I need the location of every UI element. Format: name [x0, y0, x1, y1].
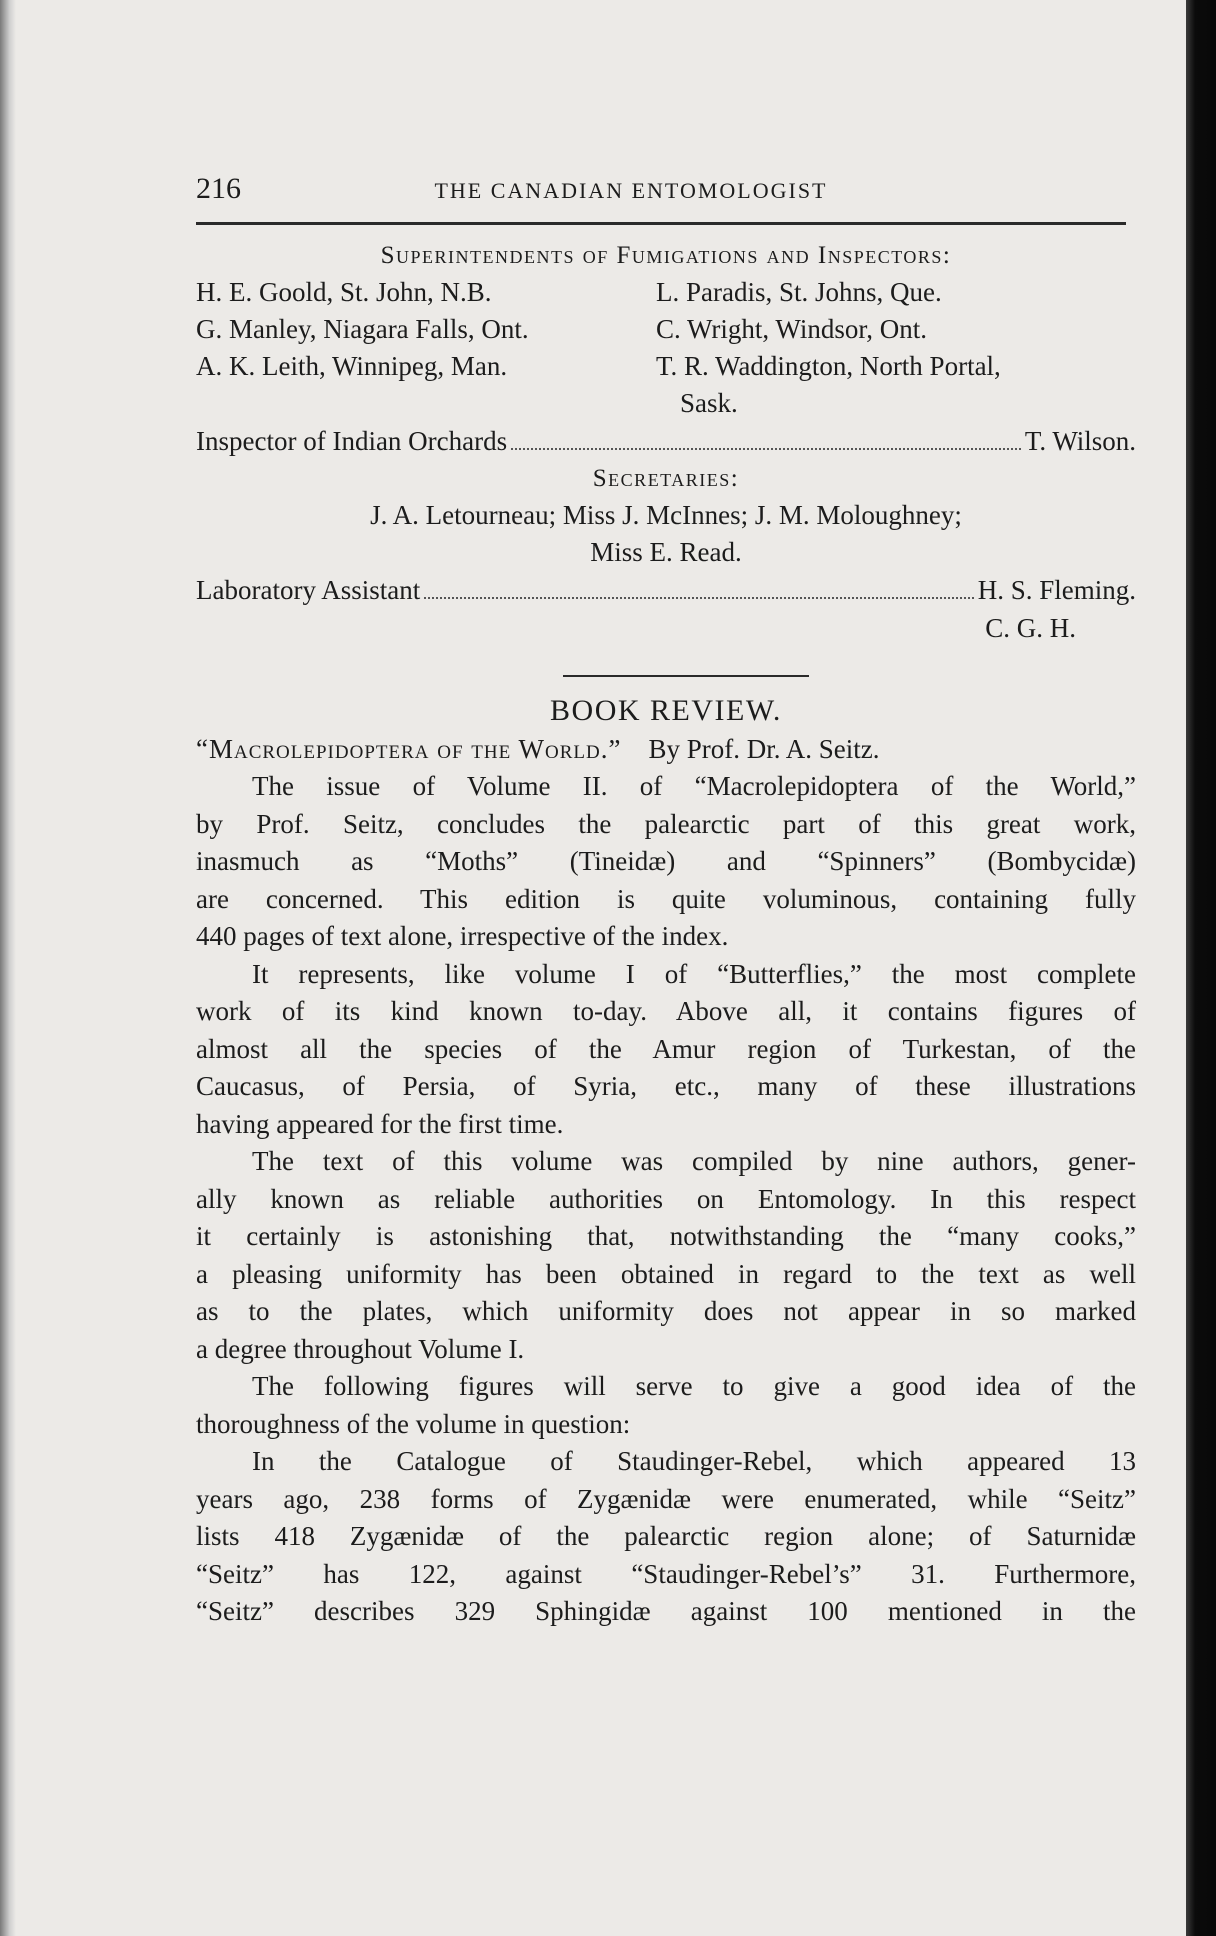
text-line: as to the plates, which uniformity does not appear in so marked — [196, 1296, 1136, 1326]
laboratory-name: H. S. Fleming. — [977, 575, 1136, 605]
review-paragraph — [196, 1368, 1136, 1443]
scan-border — [1186, 0, 1216, 1936]
superintendent-row — [196, 348, 1136, 385]
text-line: “Seitz” has 122, against “Staudinger-Rebel’s” 31. Furthermore, — [196, 1558, 1136, 1589]
text-line: ally known as reliable authorities on Entomology. In this respect — [196, 1183, 1136, 1214]
text-line: thoroughness of the volume in question: — [196, 1408, 631, 1439]
superintendent-right: Sask. — [680, 388, 738, 418]
superintendents-heading: Superintendents of Fumigations and Inspectors: — [380, 242, 952, 269]
superintendent-left: A. K. Leith, Winnipeg, Man. — [196, 351, 508, 381]
laboratory-line — [196, 571, 1136, 609]
book-title: “Macrolepidoptera of the World.” — [196, 734, 622, 764]
text-line: lists 418 Zygænidæ of the palearctic region alone; of Saturnidæ — [196, 1521, 1136, 1551]
section-divider — [563, 675, 809, 677]
dot-leader — [511, 448, 1021, 450]
text-line: The issue of Volume II. of “Macrolepidoptera of the World,” — [252, 771, 1136, 801]
section-title: BOOK REVIEW. — [550, 694, 782, 727]
text-line: a degree throughout Volume I. — [196, 1333, 525, 1364]
review-paragraph — [196, 1443, 1136, 1631]
text-line: a pleasing uniformity has been obtained in regard to the text as well — [196, 1258, 1136, 1289]
author-initials: C. G. H. — [985, 613, 1076, 643]
header-rule — [196, 222, 1126, 225]
text-line: inasmuch as “Moths” (Tineidæ) and “Spinners” (Bombycidæ) — [196, 846, 1136, 876]
review-paragraph — [196, 1143, 1136, 1368]
text-line: are concerned. This edition is quite voluminous, containing fully — [196, 883, 1136, 914]
page-header — [196, 172, 1136, 216]
text-line: In the Catalogue of Staudinger-Rebel, which appeared 13 — [252, 1446, 1136, 1476]
text-line: work of its kind known to-day. Above all, it contains figures of — [196, 996, 1136, 1026]
superintendent-left: G. Manley, Niagara Falls, Ont. — [196, 314, 529, 344]
dot-leader — [424, 597, 974, 599]
superintendent-right: L. Paradis, St. Johns, Que. — [656, 277, 942, 307]
superintendent-right: T. R. Waddington, North Portal, — [656, 351, 1001, 381]
superintendent-right: C. Wright, Windsor, Ont. — [656, 314, 928, 344]
secretaries-line: Miss E. Read. — [590, 537, 742, 567]
text-line: by Prof. Seitz, concludes the palearctic part of this great work, — [196, 808, 1136, 839]
page-gutter-shadow — [0, 0, 16, 1936]
laboratory-label: Laboratory Assistant — [196, 575, 421, 605]
secretaries-heading: Secretaries: — [592, 465, 740, 492]
text-line: “Seitz” describes 329 Sphingidæ against 100 mentioned in the — [196, 1596, 1136, 1626]
running-title: THE CANADIAN ENTOMOLOGIST — [434, 178, 828, 203]
text-line: The text of this volume was compiled by nine authors, gener- — [252, 1146, 1136, 1176]
inspector-label: Inspector of Indian Orchards — [196, 426, 508, 456]
superintendent-left: H. E. Goold, St. John, N.B. — [196, 277, 492, 307]
superintendent-row — [196, 274, 1136, 311]
review-body — [196, 768, 1136, 1631]
text-line: almost all the species of the Amur region of Turkestan, of the — [196, 1033, 1136, 1064]
review-title-line — [196, 731, 1136, 768]
text-line: Caucasus, of Persia, of Syria, etc., many of these illustrations — [196, 1071, 1136, 1101]
text-line: The following figures will serve to give a good idea of the — [252, 1371, 1136, 1401]
text-line: having appeared for the first time. — [196, 1108, 564, 1139]
page-number: 216 — [196, 172, 241, 205]
text-line: years ago, 238 forms of Zygænidæ were enumerated, while “Seitz” — [196, 1483, 1136, 1514]
book-byline: By Prof. Dr. A. Seitz. — [648, 734, 880, 764]
superintendent-row — [196, 311, 1136, 348]
superintendent-row — [196, 385, 1136, 422]
review-paragraph — [196, 956, 1136, 1144]
superintendents-list — [196, 274, 1136, 422]
text-line: 440 pages of text alone, irrespective of the index. — [196, 921, 729, 951]
document-page — [196, 172, 1136, 1631]
inspector-line — [196, 422, 1136, 460]
review-paragraph — [196, 768, 1136, 956]
superintendent-left — [196, 385, 656, 422]
text-line: It represents, like volume I of “Butterflies,” the most complete — [252, 958, 1136, 989]
inspector-name: T. Wilson. — [1024, 426, 1136, 456]
secretaries-line: J. A. Letourneau; Miss J. McInnes; J. M. Moloughney; — [370, 500, 962, 530]
text-line: it certainly is astonishing that, notwithstanding the “many cooks,” — [196, 1221, 1136, 1251]
superintendent-right-cont-wrap — [656, 385, 1136, 422]
